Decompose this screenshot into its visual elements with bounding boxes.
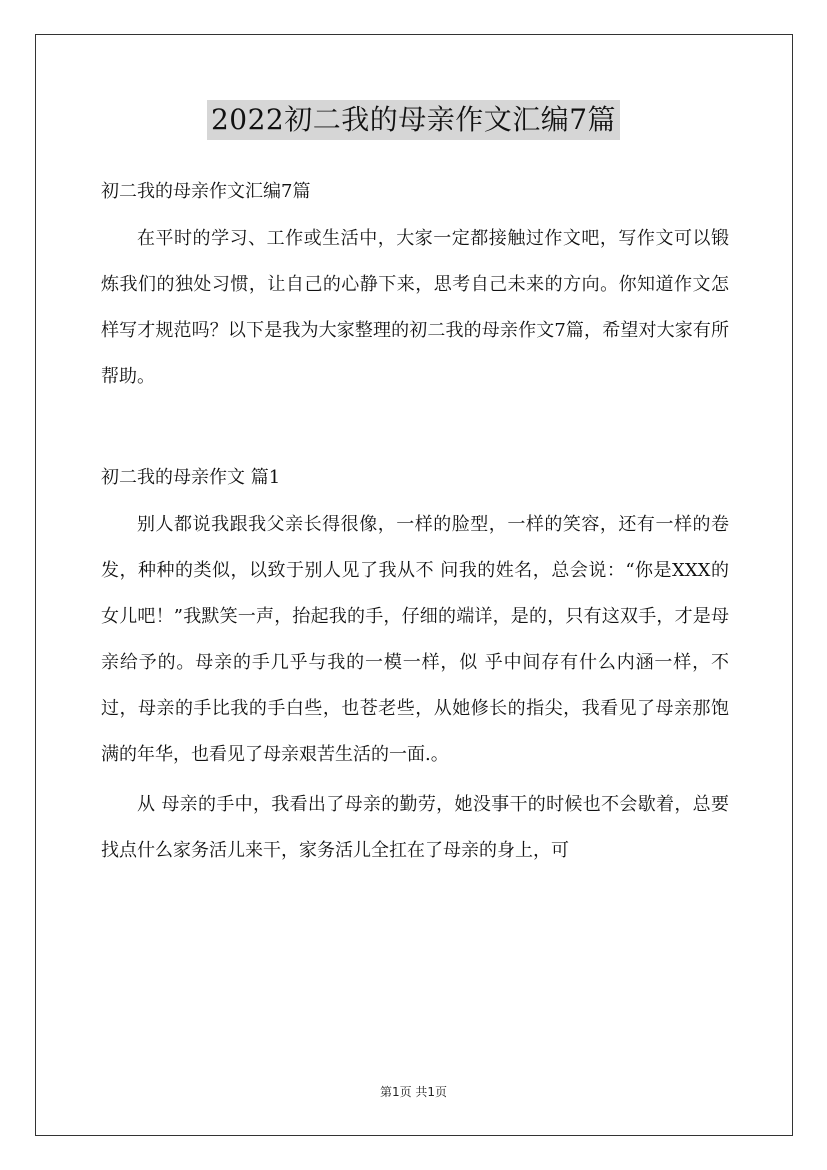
document-body bbox=[101, 172, 729, 874]
page-footer: 第1页 共1页 bbox=[379, 1085, 448, 1099]
body-paragraph: 别人都说我跟我父亲长得很像，一样的脸型，一样的笑容，还有一样的卷发，种种的类似，以致于别人见了我从不 问我的姓名，总会说：“你是XXX的女儿吧！”我默笑一声，抬起我的手，仔细的端详，是的，只有这双手，才是母亲给予的。母亲的手几乎与我的一模一样，似 乎中间存有什么内涵一样，不过，母亲的手比我的手白些，也苍老些，从她修长的指尖，我看见了母亲那饱满的年华，也看见了母亲艰苦生活的一面.。 bbox=[101, 514, 729, 765]
body-paragraph: 从 母亲的手中，我看出了母亲的勤劳，她没事干的时候也不会歇着，总要找点什么家务活儿来干，家务活儿全扛在了母亲的身上，可 bbox=[101, 794, 729, 861]
section-spacer bbox=[101, 400, 729, 458]
document-subtitle: 初二我的母亲作文汇编7篇 bbox=[101, 181, 311, 202]
document-title: 2022初二我的母亲作文汇编7篇 bbox=[207, 100, 620, 140]
intro-paragraph: 在平时的学习、工作或生活中，大家一定都接触过作文吧，写作文可以锻炼我们的独处习惯，让自己的心静下来，思考自己未来的方向。你知道作文怎样写才规范吗？以下是我为大家整理的初二我的母亲作文7篇，希望对大家有所帮助。 bbox=[101, 228, 729, 387]
title-container bbox=[0, 100, 827, 140]
section-heading: 初二我的母亲作文 篇1 bbox=[101, 467, 281, 488]
